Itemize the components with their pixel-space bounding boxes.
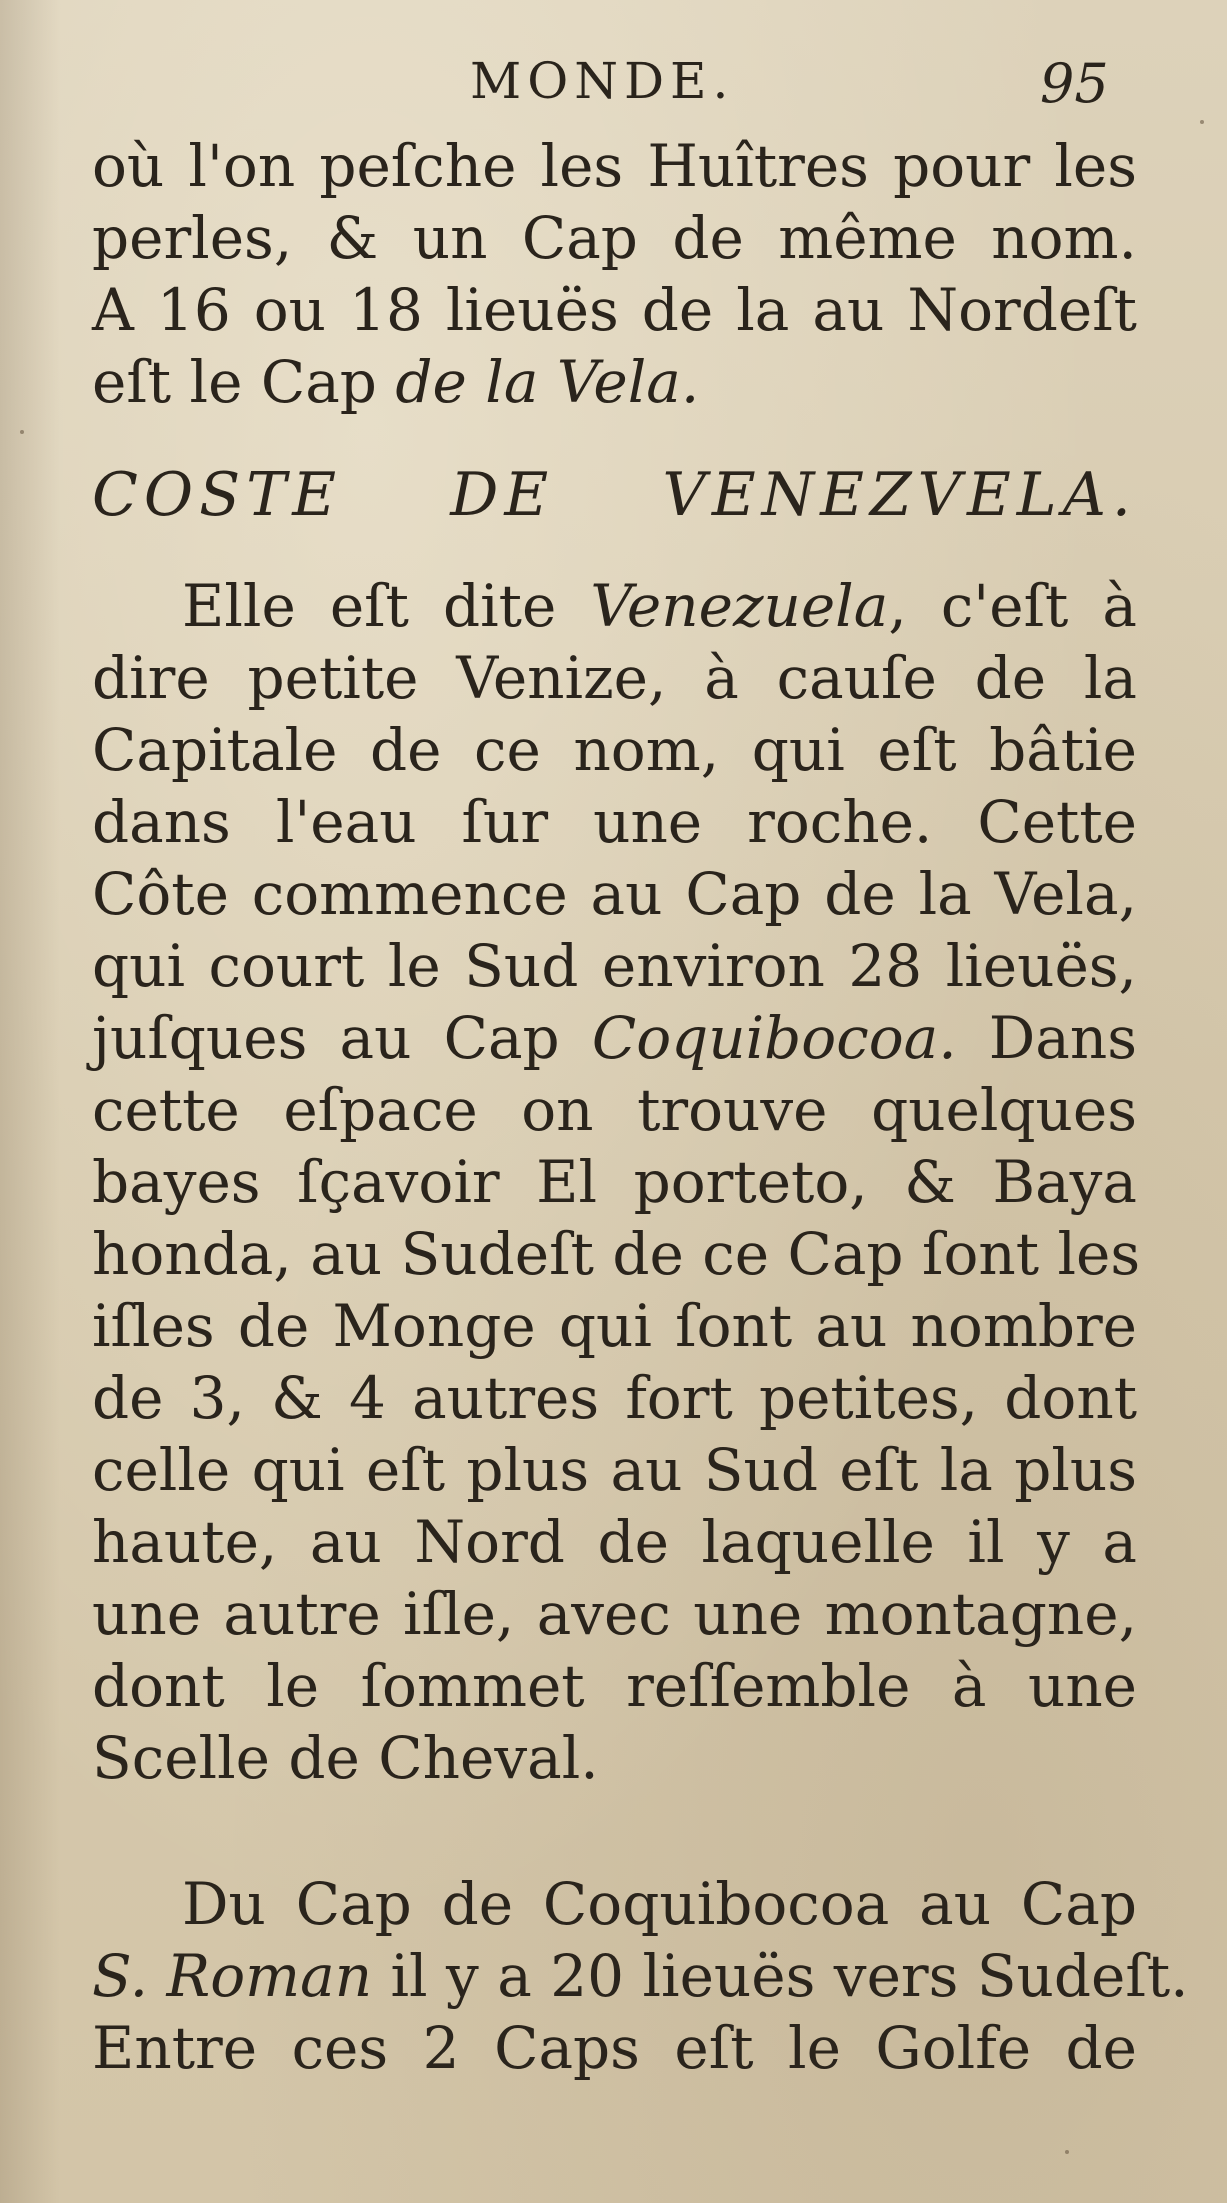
text-line <box>92 1002 1137 1074</box>
italic-run: Coquibocoa. <box>591 1004 957 1072</box>
running-title: MONDE. <box>470 52 735 110</box>
text-run: juſques au Cap <box>92 1004 592 1072</box>
text-line: perles, & un Cap de même nom. <box>92 204 1137 272</box>
text-line: cette eſpace on trouve quelques <box>92 1076 1137 1144</box>
text-line: dire petite Venize, à cauſe de la <box>92 644 1137 712</box>
paragraph-2 <box>92 570 1141 1794</box>
text-line: où l'on peſche les Huîtres pour les <box>92 132 1137 200</box>
text-line: dans l'eau ſur une roche. Cette <box>92 788 1137 856</box>
text-line: haute, au Nord de laquelle il y a <box>92 1508 1137 1576</box>
text-line: bayes ſçavoir El porteto, & Baya <box>92 1148 1137 1216</box>
italic-run: de la Vela. <box>395 348 700 416</box>
text-line: une autre iſle, avec une montagne, <box>92 1580 1137 1648</box>
text-line <box>92 346 1137 418</box>
italic-run: Venezuela <box>590 572 889 640</box>
text-line: Du Cap de Coquibocoa au Cap <box>182 1870 1137 1938</box>
text-line: qui court le Sud environ 28 lieuës, <box>92 932 1137 1000</box>
page-number: 95 <box>1040 52 1109 115</box>
text-line: Capitale de ce nom, qui eſt bâtie <box>92 716 1137 784</box>
text-line <box>92 570 1137 642</box>
section-heading: COSTE DE VENEZVELA. <box>92 460 1137 530</box>
text-line: Côte commence au Cap de la Vela, <box>92 860 1137 928</box>
text-run: il y a 20 lieuës vers Sudeſt. <box>372 1942 1189 2010</box>
paper-speck <box>1065 2150 1069 2154</box>
paper-speck <box>1200 120 1204 124</box>
text-line: Entre ces 2 Caps eſt le Golfe de <box>92 2014 1137 2082</box>
text-line: de 3, & 4 autres fort petites, dont <box>92 1364 1137 1432</box>
text-line: iſles de Monge qui ſont au nombre <box>92 1292 1137 1360</box>
text-line <box>92 1940 1189 2012</box>
text-line: celle qui eſt plus au Sud eſt la plus <box>92 1436 1137 1504</box>
text-run: , c'eſt à <box>888 572 1137 640</box>
text-line: Scelle de Cheval. <box>92 1724 599 1792</box>
text-line: honda, au Sudeſt de ce Cap ſont les <box>92 1220 1141 1288</box>
paper-speck <box>20 430 24 434</box>
running-head <box>0 52 1227 132</box>
page-gutter-shadow <box>0 0 60 2203</box>
text-run: Dans <box>956 1004 1137 1072</box>
text-line: A 16 ou 18 lieuës de la au Nordeſt <box>92 276 1137 344</box>
paragraph-1 <box>92 130 1137 418</box>
text-run: eſt le Cap <box>92 348 396 416</box>
text-line: dont le ſommet reſſemble à une <box>92 1652 1137 1720</box>
paragraph-3 <box>92 1868 1189 2084</box>
text-run: Elle eſt dite <box>182 572 591 640</box>
italic-run: S. Roman <box>92 1942 373 2010</box>
